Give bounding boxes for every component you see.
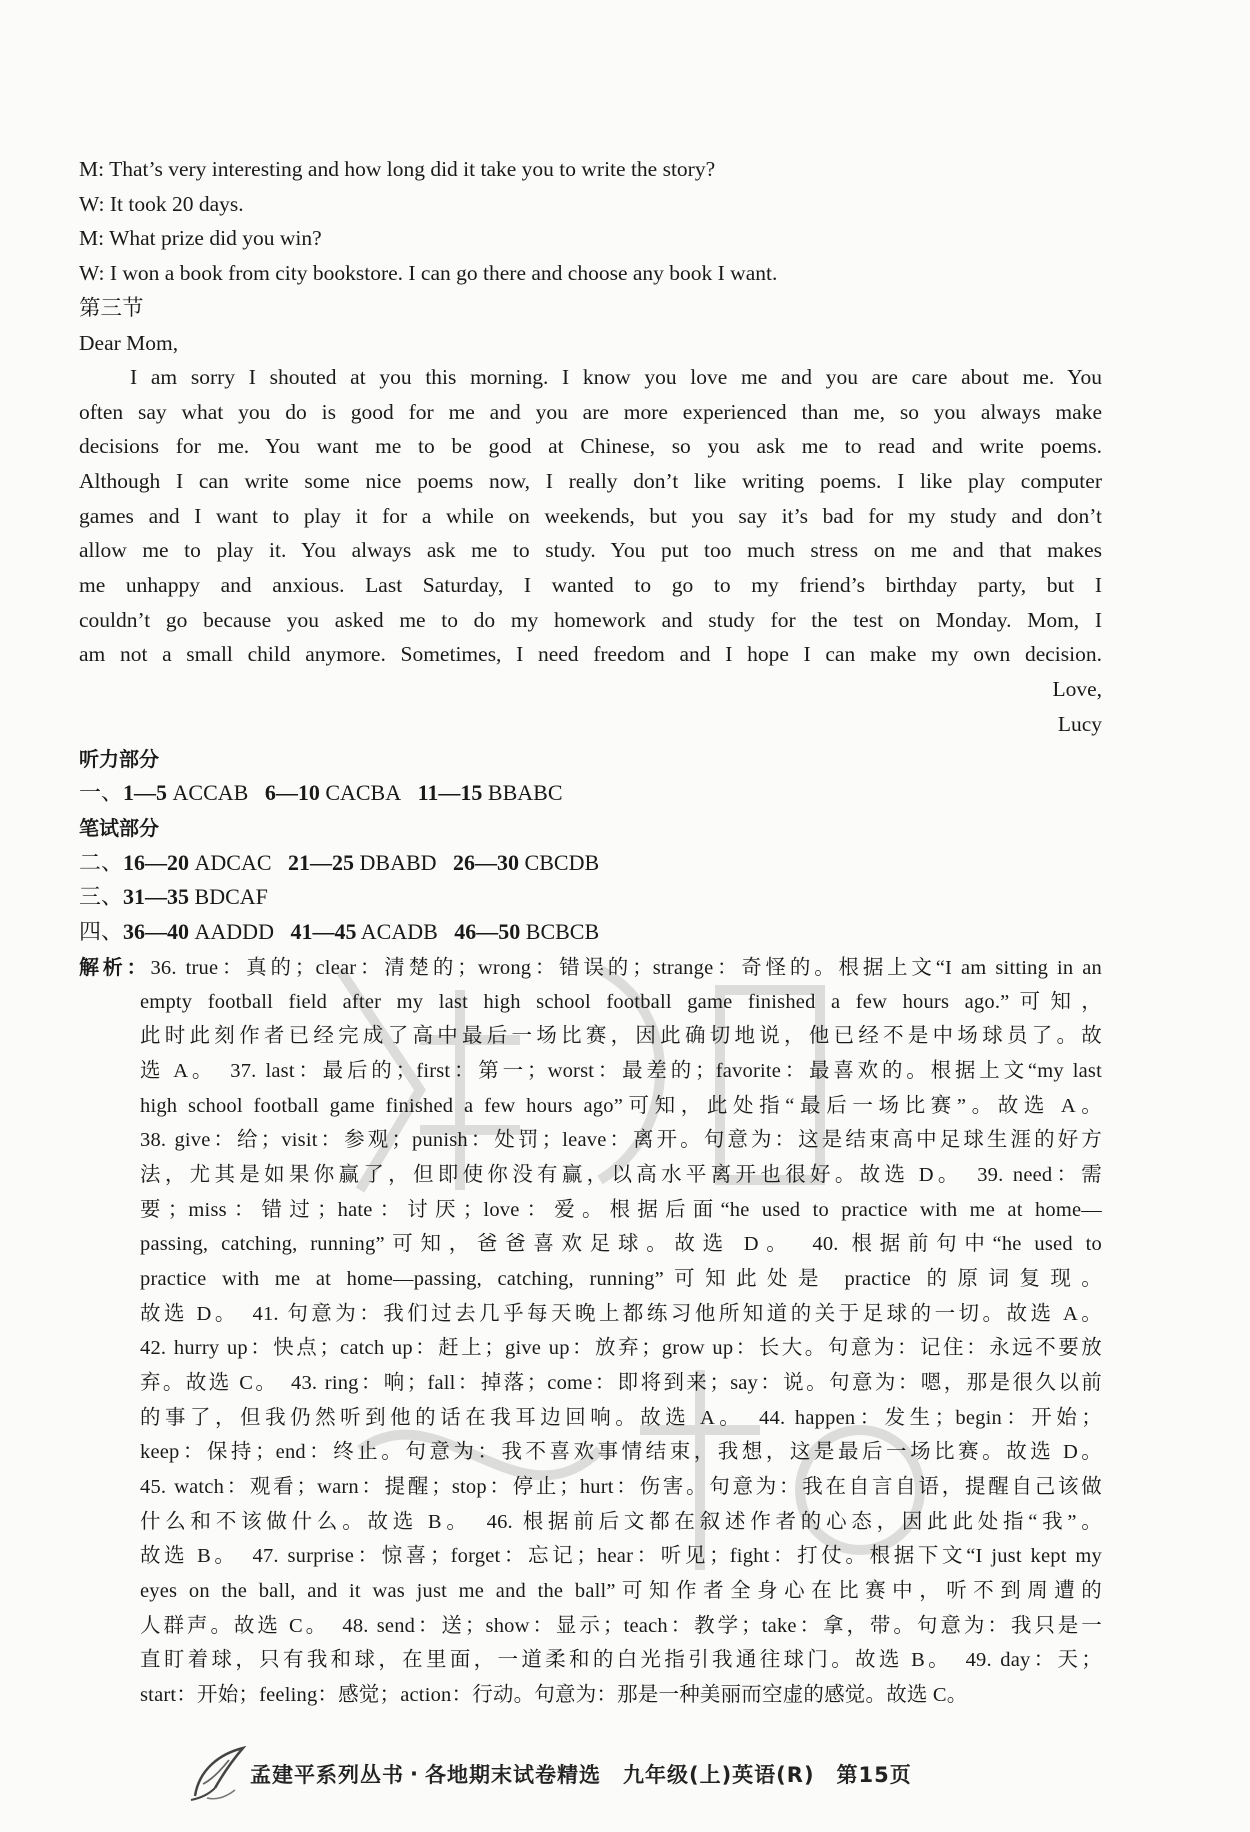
explanation-label: 解析： — [79, 955, 151, 979]
explanation-line: 42. hurry up：快点；catch up：赶上；give up：放弃；grow up：长大。句意为：记住：永远不要放 — [140, 1337, 1102, 1359]
answer-range: 21—25 — [288, 850, 355, 875]
answer-letters: ACCAB — [172, 780, 249, 805]
answer-prefix: 三、 — [79, 884, 124, 909]
explanation-line: passing, catching, running”可知，爸爸喜欢足球。故选 D。 40. 根据前句中“he used to — [140, 1233, 1102, 1255]
explanation-line: keep：保持；end：终止。句意为：我不喜欢事情结束，我想，这是最后一场比赛。故选 D。 — [140, 1441, 1102, 1463]
explanation-line: 弃。故选 C。 43. ring：响；fall：掉落；come：即将到来；say：说。句意为：嗯，那是很久以前 — [140, 1372, 1102, 1394]
explanation-line: eyes on the ball, and it was just me and the ball”可知作者全身心在比赛中，听不到周遭的 — [140, 1580, 1102, 1602]
explanation-line: empty football field after my last high school football game finished a few hours ago.”可知， — [140, 991, 1102, 1013]
answer-letters: CACBA — [325, 780, 402, 805]
written-answers-part4 — [79, 915, 1102, 950]
dialogue-line-3: M: What prize did you win? — [79, 226, 322, 250]
explanation-line: 此时此刻作者已经完成了高中最后一场比赛，因此确切地说，他已经不是中场球员了。故 — [140, 1025, 1102, 1047]
answer-letters: ACADB — [360, 919, 438, 944]
answer-letters: BDCAF — [194, 884, 268, 909]
explanation-line: high school football game finished a few hours ago”可知，此处指“最后一场比赛”。故选 A。 — [140, 1095, 1102, 1117]
explanation-line — [79, 950, 1102, 986]
explanation-line: start：开始；feeling：感觉；action：行动。句意为：那是一种美丽而空虚的感觉。故选 C。 — [140, 1684, 968, 1706]
letter-signature: Lucy — [1057, 712, 1102, 736]
explanation-line: 法，尤其是如果你赢了，但即使你没有赢，以高水平离开也很好。故选 D。 39. need：需 — [140, 1164, 1102, 1186]
answer-range: 36—40 — [123, 919, 190, 944]
section3-heading: 第三节 — [79, 296, 144, 320]
letter-line: me unhappy and anxious. Last Saturday, I wanted to go to my friend’s birthday party, but I — [79, 573, 1102, 597]
letter-line: games and I want to play it for a while on weekends, but you say it’s bad for my study and don’t — [79, 504, 1102, 528]
dialogue-line-2: W: It took 20 days. — [79, 192, 244, 216]
dialogue-line-4: W: I won a book from city bookstore. I can go there and choose any book I want. — [79, 261, 778, 285]
answer-range: 46—50 — [454, 919, 521, 944]
written-answers-part2 — [79, 846, 1102, 881]
answer-letters: ADCAC — [194, 850, 272, 875]
letter-line: I am sorry I shouted at you this morning. I know you love me and you are care about me. You — [130, 365, 1102, 389]
explanation-line: 38. give：给；visit：参观；punish：处罚；leave：离开。句意为：这是结束高中足球生涯的好方 — [140, 1129, 1102, 1151]
answer-range: 31—35 — [123, 884, 190, 909]
answer-letters: DBABD — [359, 850, 437, 875]
leaf-logo-icon — [185, 1740, 247, 1804]
explanation-line: 人群声。故选 C。 48. send：送；show：显示；teach：教学；take：拿，带。句意为：我只是一 — [140, 1615, 1102, 1637]
explanation-line: 选 A。 37. last：最后的；first：第一；worst：最差的；favorite：最喜欢的。根据上文“my last — [140, 1060, 1102, 1082]
answer-range: 1—5 — [123, 780, 168, 805]
explanation-line: 直盯着球，只有我和球，在里面，一道柔和的白光指引我通往球门。故选 B。 49. day：天； — [140, 1649, 1102, 1671]
answer-letters: CBCDB — [524, 850, 600, 875]
answer-range: 6—10 — [264, 780, 320, 805]
answer-prefix: 四、 — [79, 919, 124, 944]
footer-dot: · — [410, 1762, 419, 1786]
dialogue-line-1: M: That’s very interesting and how long did it take you to write the story? — [79, 157, 716, 181]
answer-range: 11—15 — [417, 780, 483, 805]
written-heading: 笔试部分 — [79, 816, 159, 840]
answer-range: 16—20 — [123, 850, 190, 875]
letter-line: often say what you do is good for me and you are more experienced than me, so you always make — [79, 400, 1102, 424]
footer-series: 孟建平系列丛书 — [250, 1763, 404, 1787]
answer-range: 41—45 — [290, 919, 357, 944]
explanation-line: 的事了，但我仍然听到他的话在我耳边回响。故选 A。 44. happen：发生；begin：开始； — [140, 1407, 1102, 1429]
answer-letters: BBABC — [487, 780, 563, 805]
written-answers-part3 — [79, 880, 1102, 915]
footer-grade: 九年级(上)英语(R) — [622, 1763, 815, 1787]
letter-line: couldn’t go because you asked me to do my homework and study for the test on Monday. Mom, I — [79, 608, 1102, 632]
page-footer — [250, 1754, 912, 1794]
explanation-line: 45. watch：观看；warn：提醒；stop：停止；hurt：伤害。句意为：我在自言自语，提醒自己该做 — [140, 1476, 1102, 1498]
answer-range: 26—30 — [453, 850, 520, 875]
letter-line: Although I can write some nice poems now, I really don’t like writing poems. I like play computer — [79, 469, 1102, 493]
letter-line: allow me to play it. You always ask me to study. You put too much stress on me and that makes — [79, 538, 1102, 562]
explanation-text: 36. true：真的；clear：清楚的；wrong：错误的；strange：奇怪的。根据上文“I am sitting in an — [150, 957, 1102, 979]
explanation-line: practice with me at home—passing, catching, running”可知此处是 practice 的原词复现。 — [140, 1268, 1102, 1290]
letter-greeting: Dear Mom, — [79, 331, 179, 355]
answer-letters: BCBCB — [525, 919, 600, 944]
listening-heading: 听力部分 — [79, 747, 159, 771]
listening-answers — [79, 776, 1102, 811]
footer-page-number: 第15页 — [836, 1763, 912, 1787]
letter-closing: Love, — [1052, 677, 1102, 701]
letter-line: decisions for me. You want me to be good at Chinese, so you ask me to read and write poems. — [79, 434, 1102, 458]
explanation-line: 要；miss：错过；hate：讨厌；love：爱。根据后面“he used to practice with me at home— — [140, 1199, 1102, 1221]
explanation-line: 什么和不该做什么。故选 B。 46. 根据前后文都在叙述作者的心态，因此此处指“我”。 — [140, 1511, 1102, 1533]
answer-prefix: 二、 — [79, 850, 124, 875]
answer-letters: AADDD — [194, 919, 274, 944]
letter-line: am not a small child anymore. Sometimes, I need freedom and I hope I can make my own decision. — [79, 642, 1102, 666]
answer-prefix: 一、 — [79, 780, 124, 805]
explanation-line: 故选 B。 47. surprise：惊喜；forget：忘记；hear：听见；fight：打仗。根据下文“I just kept my — [140, 1545, 1102, 1567]
explanation-line: 故选 D。 41. 句意为：我们过去几乎每天晚上都练习他所知道的关于足球的一切。故选 A。 — [140, 1303, 1102, 1325]
footer-book: 各地期末试卷精选 — [424, 1763, 601, 1787]
